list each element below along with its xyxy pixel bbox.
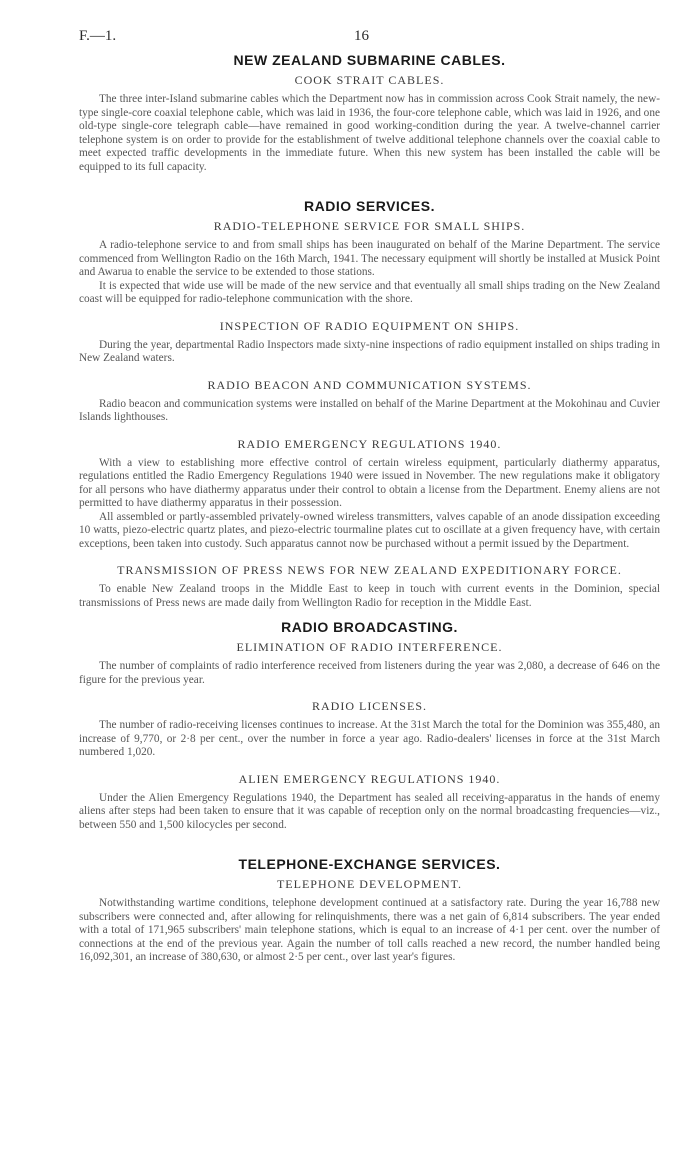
- paragraph-radio-licenses: The number of radio-receiving licenses continues to increase. At the 31st March the total for the Dominion was 355,480, an increase of 9,770, or 2·8 per cent., over the number in force a year ago. Radio-dealers' licenses in force at the 31st March numbered 1,020.: [79, 719, 660, 758]
- subheading-emergency-regulations: RADIO EMERGENCY REGULATIONS 1940.: [237, 436, 502, 451]
- paragraph-inspection: During the year, departmental Radio Inspectors made sixty-nine inspections of radio equipment installed on ships trading in New Zealand waters.: [79, 338, 660, 364]
- report-reference: F.—1.: [79, 28, 117, 44]
- subheading-cook-strait-cables: COOK STRAIT CABLES.: [294, 73, 445, 87]
- paragraph-cook-strait: The three inter-Island submarine cables which the Department now has in commission across Cook Strait namely, the new-type single-core coaxial telephone cable, which was laid in 1936, the four-core telephone cable, which was laid in 1926, and one old-type single-core telegraph cable—have remained in good working-condition during the year. A twelve-channel carrier telephone system is on order to provide for the establishment of twelve additional telephone channels over the coaxial cable to meet expected traffic developments in the immediate future. When this new system has been installed the cable will be equipped to its full capacity.: [79, 93, 660, 173]
- paragraph-alien-regulations: Under the Alien Emergency Regulations 1940, the Department has sealed all receiving-apparatus in the hands of enemy aliens after steps had been taken to ensure that it was capable of reception only on the normal broadcasting frequencies—viz., between 550 and 1,500 kilocycles per second.: [79, 791, 660, 831]
- section-title-telephone-exchange: TELEPHONE-EXCHANGE SERVICES.: [238, 856, 501, 872]
- paragraph-emergency-1: With a view to establishing more effective control of certain wireless equipment, particularly diathermy apparatus, regulations entitled the Radio Emergency Regulations 1940 were issued in November. The new regulations make it obligatory for all persons who have diathermy apparatus under their control to obtain a license from the Department. Enemy aliens are not permitted to have diathermy apparatus in their possession.: [79, 456, 660, 509]
- paragraph-small-ships-2: It is expected that wide use will be made of the new service and that eventually all small ships trading on the New Zealand coast will be equipped for radio-telephone communication with the shore.: [79, 279, 660, 305]
- section-submarine-cables: [79, 52, 660, 174]
- subheading-alien-regulations: ALIEN EMERGENCY REGULATIONS 1940.: [238, 771, 501, 786]
- paragraph-telephone-development: Notwithstanding wartime conditions, telephone development continued at a satisfactory rate. During the year 16,788 new subscribers were connected and, after allowing for relinquishments, there was a net gain of 6,814 subscribers. The year ended with a total of 171,965 subscribers' main telephone stations, which is equal to an increase of 4·1 per cent. over the number of connections at the end of the previous year. Again the number of toll calls reached a new record, the number handled being 16,092,301, an increase of 380,630, or almost 2·5 per cent., over last year's figures.: [79, 897, 660, 963]
- paragraph-beacon: Radio beacon and communication systems were installed on behalf of the Marine Department at the Mokohinau and Cuvier Islands lighthouses.: [79, 397, 660, 423]
- section-telephone-exchange: [79, 856, 660, 965]
- paragraph-small-ships-1: A radio-telephone service to and from small ships has been inaugurated on behalf of the Marine Department. The service commenced from Wellington Radio on the 16th March, 1941. The necessary equipment will shortly be installed at Musick Point and Awarua to enable the service to be extended to those stations.: [79, 239, 660, 278]
- subheading-small-ships: RADIO-TELEPHONE SERVICE FOR SMALL SHIPS.: [213, 219, 526, 233]
- paragraph-emergency-2: All assembled or partly-assembled privately-owned wireless transmitters, valves capable of an anode dissipation exceeding 10 watts, piezo-electric quartz plates, and piezo-electric tourmaline plates cut to oscillate at a given frequency have, with certain exceptions, been taken into custody. Such apparatus cannot now be purchased without a permit issued by the Department.: [79, 510, 660, 550]
- subheading-interference: ELIMINATION OF RADIO INTERFERENCE.: [236, 640, 503, 654]
- section-title-radio-broadcasting: RADIO BROADCASTING.: [281, 619, 458, 635]
- paragraph-interference: The number of complaints of radio interference received from listeners during the year was 2,080, a decrease of 646 on the figure for the previous year.: [79, 660, 660, 686]
- section-title-submarine-cables: NEW ZEALAND SUBMARINE CABLES.: [233, 52, 506, 68]
- section-radio-services: [79, 198, 660, 610]
- section-radio-broadcasting: [79, 619, 660, 832]
- subheading-beacon: RADIO BEACON AND COMMUNICATION SYSTEMS.: [207, 377, 532, 392]
- subheading-press-news: TRANSMISSION OF PRESS NEWS FOR NEW ZEALAND EXPEDITIONARY FORCE.: [117, 563, 622, 577]
- running-header: [79, 28, 660, 52]
- subheading-radio-licenses: RADIO LICENSES.: [311, 699, 427, 713]
- paragraph-press-news: To enable New Zealand troops in the Middle East to keep in touch with current events in the Dominion, special transmissions of Press news are made daily from Wellington Radio for reception in the Middle East.: [79, 583, 660, 609]
- page-number: 16: [354, 28, 369, 44]
- section-title-radio-services: RADIO SERVICES.: [304, 198, 435, 214]
- subheading-inspection: INSPECTION OF RADIO EQUIPMENT ON SHIPS.: [219, 318, 520, 333]
- subheading-telephone-development: TELEPHONE DEVELOPMENT.: [276, 877, 463, 891]
